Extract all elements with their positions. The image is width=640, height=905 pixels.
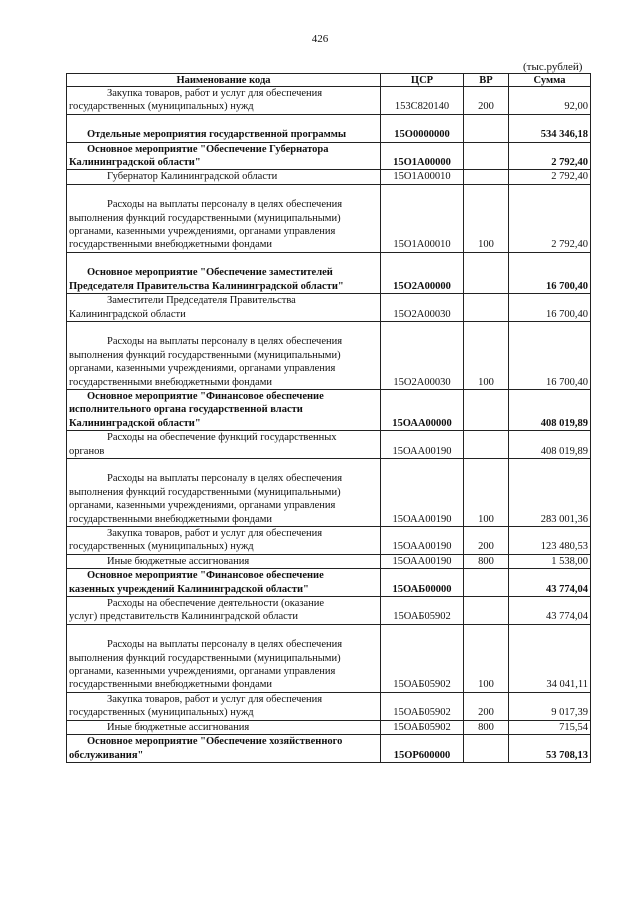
row-vr bbox=[464, 389, 509, 430]
row-csr: 15О1А00010 bbox=[381, 184, 464, 252]
table-row bbox=[67, 184, 591, 252]
row-name-line: государственных (муниципальных) нужд bbox=[69, 541, 254, 553]
row-sum: 2 792,40 bbox=[509, 184, 591, 252]
row-csr: 15О1А00010 bbox=[381, 170, 464, 184]
row-name-line: Калининградской области" bbox=[69, 157, 201, 169]
row-name-line bbox=[69, 625, 378, 638]
table-row bbox=[67, 87, 591, 115]
row-vr: 800 bbox=[464, 720, 509, 734]
table-row bbox=[67, 114, 591, 142]
row-name-line: государственными внебюджетными фондами bbox=[69, 679, 273, 691]
row-name-line: Калининградской области bbox=[69, 308, 186, 320]
row-name-line: Иные бюджетные ассигнования bbox=[107, 721, 250, 733]
table-row bbox=[67, 624, 591, 692]
row-vr bbox=[464, 597, 509, 625]
row-csr: 15О2А00030 bbox=[381, 321, 464, 389]
row-sum: 1 538,00 bbox=[509, 554, 591, 568]
row-name bbox=[67, 170, 381, 184]
row-vr bbox=[464, 294, 509, 322]
units-label: (тыс.рублей) bbox=[523, 61, 583, 73]
row-name-line bbox=[69, 115, 378, 128]
row-csr: 15О2А00000 bbox=[381, 252, 464, 293]
row-csr: 15ОАБ05902 bbox=[381, 597, 464, 625]
row-sum: 123 480,53 bbox=[509, 527, 591, 555]
row-name-line: органами, казенными учреждениями, органами управления bbox=[69, 666, 336, 678]
row-name-line: Основное мероприятие "Финансовое обеспечение bbox=[87, 390, 324, 402]
row-sum: 534 346,18 bbox=[509, 114, 591, 142]
row-csr: 15ОАА00190 bbox=[381, 527, 464, 555]
row-name-line: Закупка товаров, работ и услуг для обеспечения bbox=[107, 528, 323, 539]
row-csr: 15ОАА00000 bbox=[381, 389, 464, 430]
table-row bbox=[67, 735, 591, 763]
row-name-line: Основное мероприятие "Финансовое обеспечение bbox=[87, 570, 324, 582]
row-csr: 15О2А00030 bbox=[381, 294, 464, 322]
row-name-line: Расходы на выплаты персоналу в целях обеспечения bbox=[107, 199, 343, 211]
table-row bbox=[67, 597, 591, 625]
row-vr: 100 bbox=[464, 624, 509, 692]
header-sum: Сумма bbox=[509, 74, 591, 87]
row-name bbox=[67, 294, 381, 322]
row-name-line: Основное мероприятие "Обеспечение Губернатора bbox=[87, 143, 329, 155]
row-name-line: Закупка товаров, работ и услуг для обеспечения bbox=[107, 88, 323, 99]
row-csr: 153С820140 bbox=[381, 87, 464, 115]
row-sum: 16 700,40 bbox=[509, 294, 591, 322]
table-row bbox=[67, 294, 591, 322]
row-name bbox=[67, 431, 381, 459]
table-row bbox=[67, 389, 591, 430]
row-name-line: Иные бюджетные ассигнования bbox=[107, 555, 250, 567]
row-name bbox=[67, 569, 381, 597]
row-name-line: государственных (муниципальных) нужд bbox=[69, 101, 254, 113]
row-name-line: органами, казенными учреждениями, органами управления bbox=[69, 363, 336, 375]
row-name bbox=[67, 87, 381, 115]
row-vr: 200 bbox=[464, 692, 509, 720]
row-csr: 15ОАБ05902 bbox=[381, 692, 464, 720]
row-name-line: государственными внебюджетными фондами bbox=[69, 239, 273, 251]
row-name bbox=[67, 597, 381, 625]
row-vr bbox=[464, 735, 509, 763]
budget-table bbox=[66, 73, 591, 763]
row-vr bbox=[464, 252, 509, 293]
table-row bbox=[67, 720, 591, 734]
row-csr: 15ОАА00190 bbox=[381, 431, 464, 459]
row-sum: 43 774,04 bbox=[509, 569, 591, 597]
header-name: Наименование кода bbox=[67, 74, 381, 87]
row-vr: 800 bbox=[464, 554, 509, 568]
row-vr: 100 bbox=[464, 184, 509, 252]
table-row bbox=[67, 527, 591, 555]
row-name-line: услуг) представительств Калининградской области bbox=[69, 611, 299, 623]
table-row bbox=[67, 142, 591, 170]
row-sum: 43 774,04 bbox=[509, 597, 591, 625]
table-row bbox=[67, 569, 591, 597]
table-body bbox=[67, 87, 591, 763]
row-name-line bbox=[69, 253, 378, 266]
row-vr: 200 bbox=[464, 527, 509, 555]
row-name bbox=[67, 527, 381, 555]
table-row bbox=[67, 170, 591, 184]
row-name-line: Расходы на обеспечение функций государственных bbox=[107, 432, 337, 444]
row-name-line: казенных учреждений Калининградской области" bbox=[69, 583, 309, 595]
row-vr: 100 bbox=[464, 321, 509, 389]
row-name-line: Расходы на обеспечение деятельности (оказание bbox=[107, 598, 325, 610]
row-sum: 2 792,40 bbox=[509, 142, 591, 170]
header-csr: ЦСР bbox=[381, 74, 464, 87]
row-name-line: выполнения функций государственными (муниципальными) bbox=[69, 349, 341, 361]
row-name-line: выполнения функций государственными (муниципальными) bbox=[69, 212, 341, 224]
row-csr: 15ОАБ00000 bbox=[381, 569, 464, 597]
row-vr: 100 bbox=[464, 458, 509, 526]
row-name bbox=[67, 321, 381, 389]
row-name bbox=[67, 692, 381, 720]
row-sum: 408 019,89 bbox=[509, 431, 591, 459]
row-name-line: органами, казенными учреждениями, органами управления bbox=[69, 500, 336, 512]
table-row bbox=[67, 554, 591, 568]
row-name bbox=[67, 554, 381, 568]
row-name-line: Отдельные мероприятия государственной программы bbox=[87, 129, 347, 141]
row-name bbox=[67, 624, 381, 692]
row-name bbox=[67, 458, 381, 526]
row-name-line bbox=[69, 185, 378, 198]
row-sum: 92,00 bbox=[509, 87, 591, 115]
row-vr bbox=[464, 569, 509, 597]
row-vr bbox=[464, 114, 509, 142]
table-header-row bbox=[67, 74, 591, 87]
row-name bbox=[67, 252, 381, 293]
header-vr: ВР bbox=[464, 74, 509, 87]
row-sum: 53 708,13 bbox=[509, 735, 591, 763]
row-sum: 2 792,40 bbox=[509, 170, 591, 184]
row-name-line: Расходы на выплаты персоналу в целях обеспечения bbox=[107, 473, 343, 485]
row-name bbox=[67, 114, 381, 142]
row-name-line: Губернатор Калининградской области bbox=[107, 171, 278, 183]
row-name-line bbox=[69, 459, 378, 472]
row-vr bbox=[464, 170, 509, 184]
row-csr: 15О1А00000 bbox=[381, 142, 464, 170]
row-name-line: Заместители Председателя Правительства bbox=[107, 295, 296, 307]
row-csr: 15ОАА00190 bbox=[381, 554, 464, 568]
row-vr bbox=[464, 431, 509, 459]
row-name bbox=[67, 142, 381, 170]
row-csr: 15О0000000 bbox=[381, 114, 464, 142]
row-name-line: Расходы на выплаты персоналу в целях обеспечения bbox=[107, 639, 343, 651]
row-name-line: исполнительного органа государственной власти bbox=[69, 404, 303, 416]
row-name-line: Закупка товаров, работ и услуг для обеспечения bbox=[107, 693, 323, 705]
row-name-line: выполнения функций государственными (муниципальными) bbox=[69, 652, 341, 664]
row-name bbox=[67, 720, 381, 734]
table-row bbox=[67, 431, 591, 459]
row-name-line: органами, казенными учреждениями, органами управления bbox=[69, 226, 336, 238]
row-name-line: Расходы на выплаты персоналу в целях обеспечения bbox=[107, 336, 343, 348]
row-vr bbox=[464, 142, 509, 170]
row-name bbox=[67, 389, 381, 430]
row-csr: 15ОАБ05902 bbox=[381, 720, 464, 734]
table-row bbox=[67, 458, 591, 526]
table-row bbox=[67, 692, 591, 720]
row-name-line: государственными внебюджетными фондами bbox=[69, 513, 273, 525]
row-name-line: Председателя Правительства Калининградской области" bbox=[69, 280, 344, 292]
row-name-line: Основное мероприятие "Обеспечение хозяйственного bbox=[87, 736, 343, 748]
row-sum: 9 017,39 bbox=[509, 692, 591, 720]
row-name-line bbox=[69, 322, 378, 335]
row-name-line: Основное мероприятие "Обеспечение заместителей bbox=[87, 267, 333, 279]
row-name bbox=[67, 184, 381, 252]
row-csr: 15ОАА00190 bbox=[381, 458, 464, 526]
row-sum: 283 001,36 bbox=[509, 458, 591, 526]
row-sum: 16 700,40 bbox=[509, 252, 591, 293]
page-number: 426 bbox=[311, 33, 329, 45]
table-row bbox=[67, 321, 591, 389]
row-name bbox=[67, 735, 381, 763]
row-csr: 15ОАБ05902 bbox=[381, 624, 464, 692]
row-sum: 16 700,40 bbox=[509, 321, 591, 389]
row-name-line: обслуживания" bbox=[69, 749, 144, 761]
table-row bbox=[67, 252, 591, 293]
row-name-line: государственными внебюджетными фондами bbox=[69, 376, 273, 388]
row-sum: 408 019,89 bbox=[509, 389, 591, 430]
row-name-line: Калининградской области" bbox=[69, 417, 201, 429]
row-sum: 715,54 bbox=[509, 720, 591, 734]
row-vr: 200 bbox=[464, 87, 509, 115]
row-name-line: органов bbox=[69, 445, 105, 457]
row-name-line: выполнения функций государственными (муниципальными) bbox=[69, 486, 341, 498]
row-csr: 15ОР600000 bbox=[381, 735, 464, 763]
row-name-line: государственных (муниципальных) нужд bbox=[69, 707, 254, 719]
row-sum: 34 041,11 bbox=[509, 624, 591, 692]
